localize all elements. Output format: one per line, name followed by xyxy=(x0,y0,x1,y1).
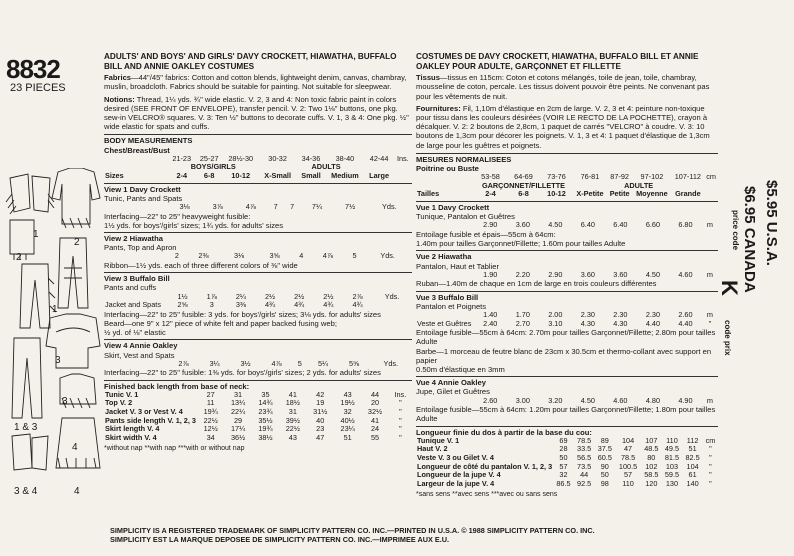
pattern-number: 8832 xyxy=(6,54,60,84)
view4-yardage: View 4 Annie Oakley Skirt, Vest and Spats 2⅞ 3¼ 3½ 4⅞ 5 5¼ 5⅝ Yds. Interfacing—22" to 25" fusible: 1⅜ yds. for boys'/girls' sizes; 2 yds. for adults' sizes xyxy=(104,339,412,377)
view-label: 3 & 4 xyxy=(14,486,38,497)
english-column xyxy=(104,52,412,454)
body-measurements-section: BODY MEASUREMENTS Chest/Breast/Bust 21-23 25-27 28½-30 30-32 34-36 38-40 42-44 Ins. BOYS/GIRLS ADULTS Sizes 2-4 6-8 10-12 X-Small Small Medium Large xyxy=(104,134,412,180)
finished-length-row: Veste V. 3 ou Gilet V. 4 50 56.5 60.5 78.5 80 81.5 82.5 " xyxy=(417,453,712,463)
finished-length-row: Longueur de côté du pantalon V. 1, 2, 3 57 73.5 90 100.5 102 103 104 " xyxy=(417,461,712,471)
finished-length-row: Skirt length V. 4 12½ 17¼ 19¾ 22½ 23 23¼ 24 " xyxy=(105,424,402,434)
fournitures-paragraph: Fournitures: Fil, 1,10m d'élastique en 2cm de large. V. 2, 3 et 4: peinture non-toxique pour tissu dans les couleurs désirées (VOIR LE RECTO DE LA POCHETTE), crayon à décalquer. V. 2: 2 boutons de 2,8cm, 1 paquet de carrés "VELCRO" à coudre. V. 3: 10 boutons de 1,3cm pour décorer les poignets. V. 1, 3 et 4: 1 paquet d'élastique de 1,3cm de large pour les guêtres et poignets. xyxy=(416,103,710,150)
finished-length-row: Pants side length V. 1, 2, 3 22½ 29 35½ 39½ 40 40½ 41 " xyxy=(105,415,402,425)
french-column xyxy=(416,52,718,500)
view1-yardage: View 1 Davy Crockett Tunic, Pants and Spats 3⅛ 3⅞ 4⅞ 7 7 7¼ 7½ Yds. Interfacing—22" to 25" heavyweight fusible: 1½ yds. for boys'/girls' sizes; 1¾ yds. for adults' sizes xyxy=(104,183,412,230)
finished-length-row: Tunic V. 1 27 31 35 41 42 43 44 Ins. xyxy=(105,389,407,399)
view2-yardage: View 2 Hiawatha Pants, Top and Apron 2 2⅜ 3⅛ 3⅝ 4 4⅞ 5 Yds. Ribbon—1½ yds. each of three different colors of ⅜" wide xyxy=(104,232,412,270)
finished-length-row: Largeur de la jupe V. 4 86.5 92.5 98 110 120 130 140 " xyxy=(417,478,712,488)
view-label: 2 xyxy=(74,237,80,248)
vue3-metrage: Vue 3 Buffalo Bill Pantalon et Poignets 1.40 1.70 2.00 2.30 2.30 2.30 2.60 m Veste et Guêtres 2.40 2.70 3.10 4.30 4.30 4.40 4.40 " Entoilage fusible—55cm à 64cm: 2.70m pour tailles Garçonnet/Fillette; 2.80m pour tailles Adulte Barbe—1 morceau de feutre blanc de 23cm x 30.5cm et thermo-collant avec support en papier 0.50m d'élastique en 3mm xyxy=(416,291,718,375)
finished-length-row: Jacket V. 3 or Vest V. 4 19¾ 22¼ 23¾ 31 31½ 32 32½ " xyxy=(105,407,402,416)
view3-yardage: View 3 Buffalo Bill Pants and cuffs 1½ 1⅞ 2¼ 2½ 2½ 2½ 2⅞ Yds. Jacket and Spats 2⅝ 3 3⅜ 4¾ 4¾ 4¾ 4¾ Interfacing—22" to 25" fusible: 3 yds. for boys'/girls' sizes; 3⅛ yds. for adults' sizes Beard—one 9" x 12" piece of white felt and paper backed fusing web; ½ yd. of ⅛" elastic xyxy=(104,272,412,337)
finished-length-row: Longueur de la jupe V. 4 32 44 50 57 58.5 59.5 61 " xyxy=(417,470,712,480)
finished-length-row: Top V. 2 11 13¼ 14¾ 18½ 19 19½ 20 " xyxy=(105,398,402,408)
view-label: 2 xyxy=(16,252,22,263)
notions-paragraph: Notions: Thread, 1¼ yds. ¾" wide elastic. V. 2, 3 and 4: Non toxic fabric paint in colors desired (SEE FRONT OF ENVELOPE), transfer pencil. V. 2: Two 1⅛" buttons, one pkg. sew-in VELCRO® squares. V. 3: Ten ½" buttons to decorate cuffs. V. 1, 3 & 4: One pkg. ½" wide elastic for spats and cuffs. xyxy=(104,94,409,132)
vue2-metrage: Vue 2 Hiawatha Pantalon, Haut et Tablier 1.90 2.20 2.90 3.60 3.60 4.50 4.60 m Ruban—1.40m de chaque en 1cm de large en trois couleurs différentes xyxy=(416,250,718,288)
pieces-count: 23 PIECES xyxy=(10,82,66,94)
price-canada: $6.95 CANADA xyxy=(741,186,758,293)
vue1-metrage: Vue 1 Davy Crockett Tunique, Pantalon et Guêtres 2.90 3.60 4.50 6.40 6.40 6.60 6.80 m Entoilage fusible et épais—55cm à 64cm: 1.40m pour tailles Garçonnet/Fillette; 1.60m pour tailles Adulte xyxy=(416,201,718,248)
view-label: 4 xyxy=(72,442,78,453)
finished-length-section: Finished back length from base of neck: Tunic V. 1 27 31 35 41 42 43 44 Ins. Top V. 2 11 13¼ 14¾ 18½ 19 19½ 20 " Jacket V. 3 or Vest V. 4 19¾ 22¼ 23¾ 31 31½ 32 32½ " Pants side length V. 1, 2, 3 22½ 29 35½ 39½ 40 40½ 41 " Skirt length V. 4 12½ 17¼ 19¾ 22½ 23 23¼ 24 " Skirt width V. 4 34 36½ 38½ 43 47 51 55 " *without nap **with nap ***with or without nap xyxy=(104,380,412,454)
english-title: ADULTS' AND BOYS' AND GIRLS' DAVY CROCKETT, HIAWATHA, BUFFALO BILL AND ANNIE OAKLEY COSTUMES xyxy=(104,52,397,71)
fabrics-paragraph: Fabrics—44"/45" fabrics: Cotton and cotton blends, lightweight denim, canvas, chambray, muslin, broadcloth. Fabrics should be suitable for painting. Not suitable for sleepwear. xyxy=(104,73,407,92)
price-code-label: price code xyxy=(731,210,740,251)
vue4-metrage: Vue 4 Annie Oakley Jupe, Gilet et Guêtres 2.60 3.00 3.20 4.50 4.60 4.80 4.90 m Entoilage fusible—55cm à 64cm: 1.20m pour tailles Garçonnet/Fillette; 1.80m pour tailles Adulte xyxy=(416,376,718,423)
longueur-section: Longueur finie du dos à partir de la base du cou: Tunique V. 1 69 78.5 89 104 107 110 112 cm Haut V. 2 28 33.5 37.5 47 48.5 49.5 51 " Veste V. 3 ou Gilet V. 4 50 56.5 60.5 78.5 80 81.5 82.5 " Longueur de côté du pantalon V. 1, 2, 3 57 73.5 90 100.5 102 103 104 " Longueur de la jupe V. 4 32 44 50 57 58.5 59.5 61 " Largeur de la jupe V. 4 86.5 92.5 98 110 120 130 140 " *sans sens **avec sens ***avec ou sans sens xyxy=(416,426,718,500)
tissus-paragraph: Tissus—tissus en 115cm: Coton et cotons mélangés, toile de jean, toile, chambray, mousseline de coton, percale. Les tissus doivent pouvoir être peints. Ne convenant pas pour les vêtements de nuit. xyxy=(416,73,710,101)
mesures-section: MESURES NORMALISEES Poitrine ou Buste 53-58 64-69 73-76 76-81 87-92 97-102 107-112 cm GARÇONNET/FILLETTE ADULTE Tailles 2-4 6-8 10-12 X-Petite Petite Moyenne Grande xyxy=(416,154,717,199)
view-label: 1 xyxy=(33,229,39,240)
finished-length-row: Haut V. 2 28 33.5 37.5 47 48.5 49.5 51 " xyxy=(417,444,712,454)
view-label: 1 xyxy=(52,304,58,315)
view-label: 3 xyxy=(62,396,68,407)
view-label: 4 xyxy=(74,486,80,497)
finished-length-row: Tunique V. 1 69 78.5 89 104 107 110 112 cm xyxy=(417,435,716,445)
price-panel xyxy=(717,180,790,410)
costume-line-drawings xyxy=(4,168,102,502)
view-label: 1 & 3 xyxy=(14,422,38,433)
view-label: 3 xyxy=(55,355,61,366)
french-title: COSTUMES DE DAVY CROCKETT, HIAWATHA, BUFFALO BILL ET ANNIE OAKLEY POUR ADULTE, GARÇONNET ET FILLETTE xyxy=(416,52,699,71)
finished-length-row: Skirt width V. 4 34 36½ 38½ 43 47 51 55 " xyxy=(105,432,402,442)
price-code: K xyxy=(717,280,742,296)
price-usa: $5.95 U.S.A. xyxy=(763,180,780,266)
trademark-notice: SIMPLICITY IS A REGISTERED TRADEMARK OF SIMPLICITY PATTERN CO. INC.—PRINTED IN U.S.A. © 1988 SIMPLICITY PATTERN CO. INC. SIMPLICITY EST LA MARQUE DEPOSEE DE SIMPLICITY PATTERN CO. INC.—IMPRIMEE AUX E.U. xyxy=(110,526,595,544)
code-prix-label: code prix xyxy=(723,320,732,356)
size-chart-table: 21-23 25-27 28½-30 30-32 34-36 38-40 42-44 Ins. BOYS/GIRLS ADULTS Sizes 2-4 6-8 10-12 X-Small Small Medium Large xyxy=(105,153,409,180)
